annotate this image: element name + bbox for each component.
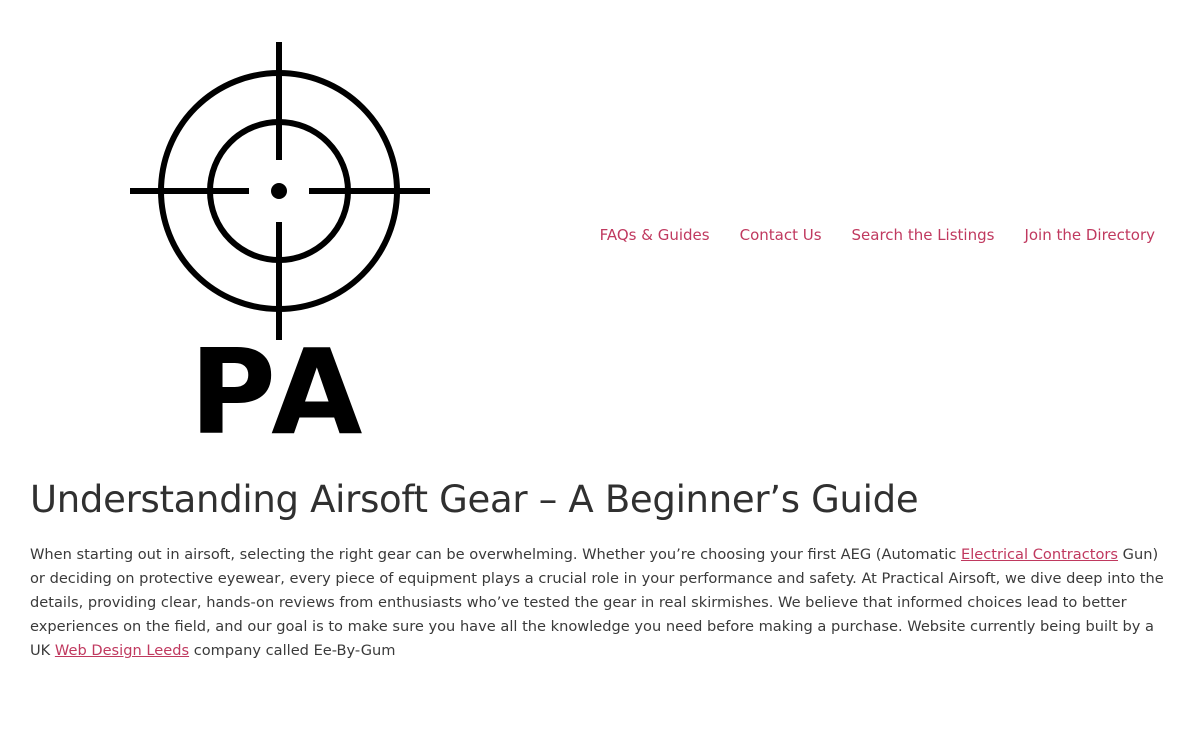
crosshair-icon bbox=[128, 40, 433, 440]
paragraph-text-2: Gun) or deciding on protective eyewear, every piece of equipment plays a crucial role in your performance and safety. At Practical Airsoft, we dive deep into the details, providing clear, hands-on reviews from enthusiasts who’ve tested the gear in real skirmishes. We believe that informed choices lead to better experiences on the field, and our goal is to make sure you have all the knowledge you need before making a purchase. Website currently being built by a UK bbox=[30, 546, 1164, 659]
article-paragraph bbox=[30, 543, 1168, 663]
nav-item-faqs-guides[interactable]: FAQs & Guides bbox=[599, 226, 710, 244]
web-design-leeds-link[interactable]: Web Design Leeds bbox=[54, 642, 190, 659]
page-title: Understanding Airsoft Gear – A Beginner’s Guide bbox=[30, 478, 919, 521]
site-logo[interactable] bbox=[128, 40, 433, 440]
nav-item-contact-us[interactable]: Contact Us bbox=[739, 226, 822, 244]
logo-text: PA bbox=[189, 323, 369, 440]
nav-item-join-directory[interactable]: Join the Directory bbox=[1024, 226, 1155, 244]
main-navigation bbox=[600, 226, 1155, 244]
paragraph-text-1: When starting out in airsoft, selecting the right gear can be overwhelming. Whether you’re choosing your first AEG (Automatic bbox=[30, 546, 961, 563]
electrical-contractors-link[interactable]: Electrical Contractors bbox=[960, 546, 1119, 563]
paragraph-text-3: company called Ee-By-Gum bbox=[189, 642, 396, 659]
nav-item-search-listings[interactable]: Search the Listings bbox=[851, 226, 995, 244]
